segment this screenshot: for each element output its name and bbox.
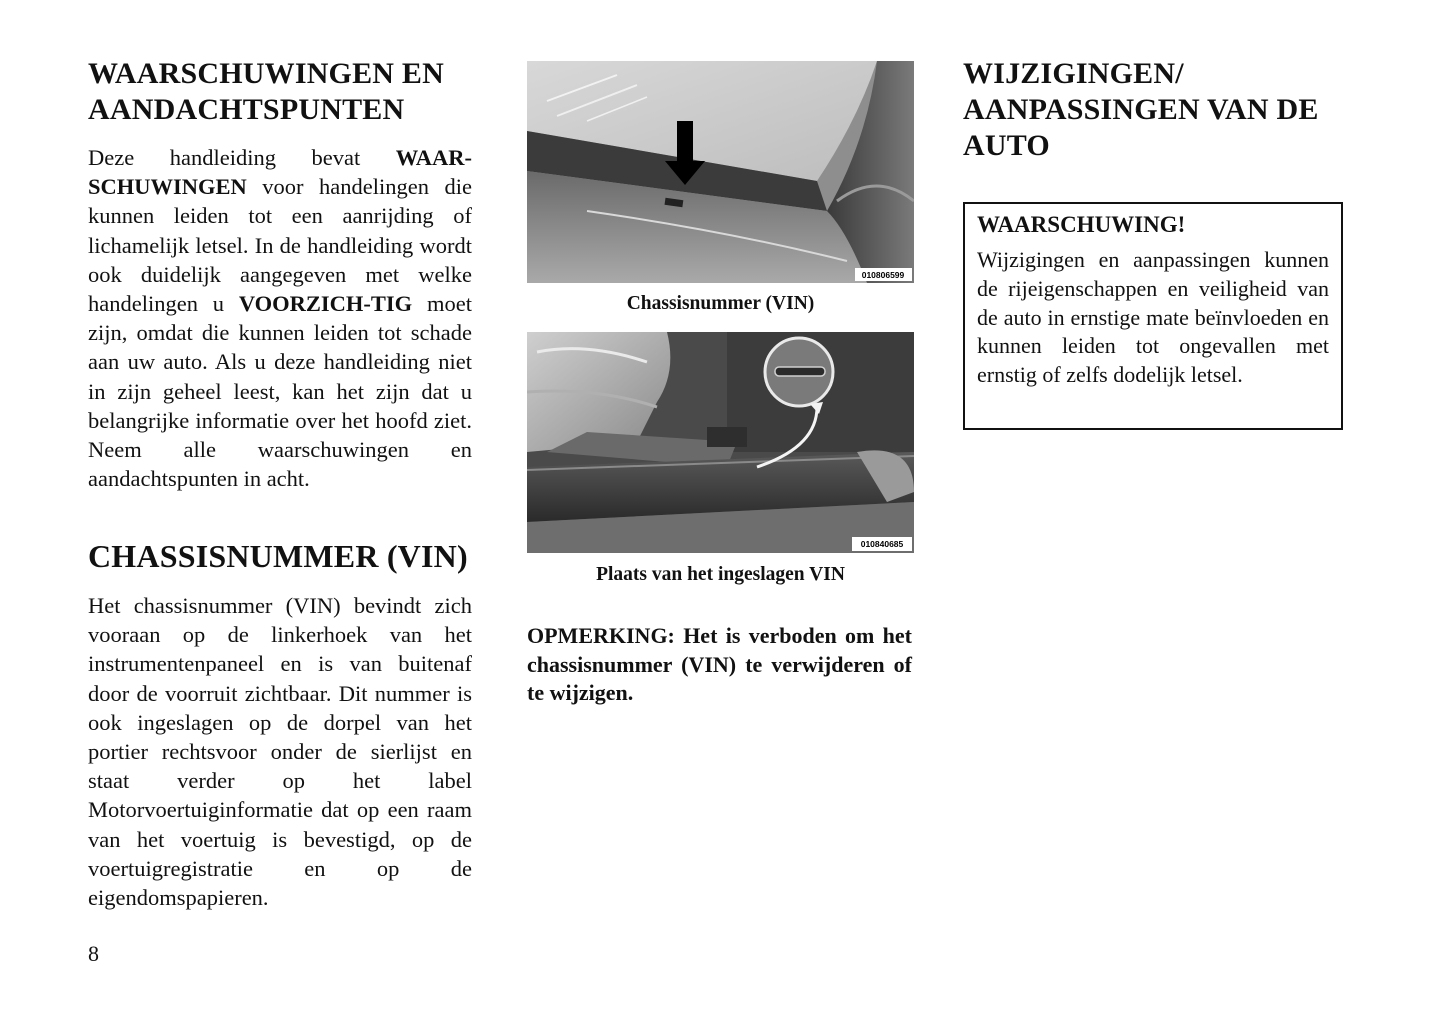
figure-door-sill-vin	[527, 332, 914, 553]
heading-waarschuwingen	[88, 56, 472, 128]
figure2-code: 010840685	[860, 539, 904, 549]
caption-chassisnummer: Chassisnummer (VIN)	[626, 293, 815, 314]
figure1-code: 010806599	[861, 270, 905, 280]
intro-bold-voorzichtig: VOORZICH-TIG	[238, 291, 413, 317]
warning-box	[963, 202, 1343, 430]
intro-paragraph	[88, 143, 472, 493]
door-sill-vin-illustration	[527, 332, 914, 553]
intro-bold-waarschuwingen: WAAR-SCHUWINGEN	[88, 145, 472, 200]
vin-paragraph: Het chassisnummer (VIN) bevindt zich vooraan op de linkerhoek van het instrumentenpaneel en is van buitenaf door de voorruit zichtbaar. Dit nummer is ook ingeslagen op de dorpel van het portier rechtsvoor onder de sierlijst en staat verder op het label Motorvoertuiginformatie dat op een raam van het voertuig is bevestigd, op de voertuigregistratie en op de eigendomspapieren.	[88, 593, 472, 911]
page-number: 8	[88, 941, 99, 966]
figure-windshield-vin	[527, 61, 914, 283]
intro-text-2: voor handelingen die kunnen leiden tot een aanrijding of lichamelijk letsel. In de handleiding wordt ook duidelijk aangegeven met welke handelingen u	[88, 174, 472, 317]
warning-title: WAARSCHUWING!	[977, 212, 1186, 237]
heading-waarschuwingen-text: WAARSCHUWINGEN EN AANDACHTSPUNTEN	[88, 57, 444, 126]
heading-chassisnummer: CHASSISNUMMER (VIN)	[88, 538, 468, 574]
note-opmerking: OPMERKING: Het is verboden om het chassisnummer (VIN) te verwijderen of te wijzigen.	[527, 623, 912, 705]
caption-ingeslagen-vin: Plaats van het ingeslagen VIN	[596, 564, 845, 585]
warning-text: Wijzigingen en aanpassingen kunnen de rijeigenschappen en veiligheid van de auto in ernstige mate beïnvloeden en kunnen leiden tot ongevallen met ernstig of zelfs dodelijk letsel.	[977, 247, 1329, 388]
intro-text-3: moet zijn, omdat die kunnen leiden tot schade aan uw auto. Als u deze handleiding niet in zijn geheel leest, kan het zijn dat u belangrijke informatie over het hoofd ziet. Neem alle waarschuwingen en aandachtspunten in acht.	[88, 291, 472, 492]
heading-wijzigingen: WIJZIGINGEN/ AANPASSINGEN VAN DE AUTO	[963, 57, 1319, 162]
windshield-vin-illustration	[527, 61, 914, 283]
intro-text-1: Deze handleiding bevat	[88, 145, 396, 170]
